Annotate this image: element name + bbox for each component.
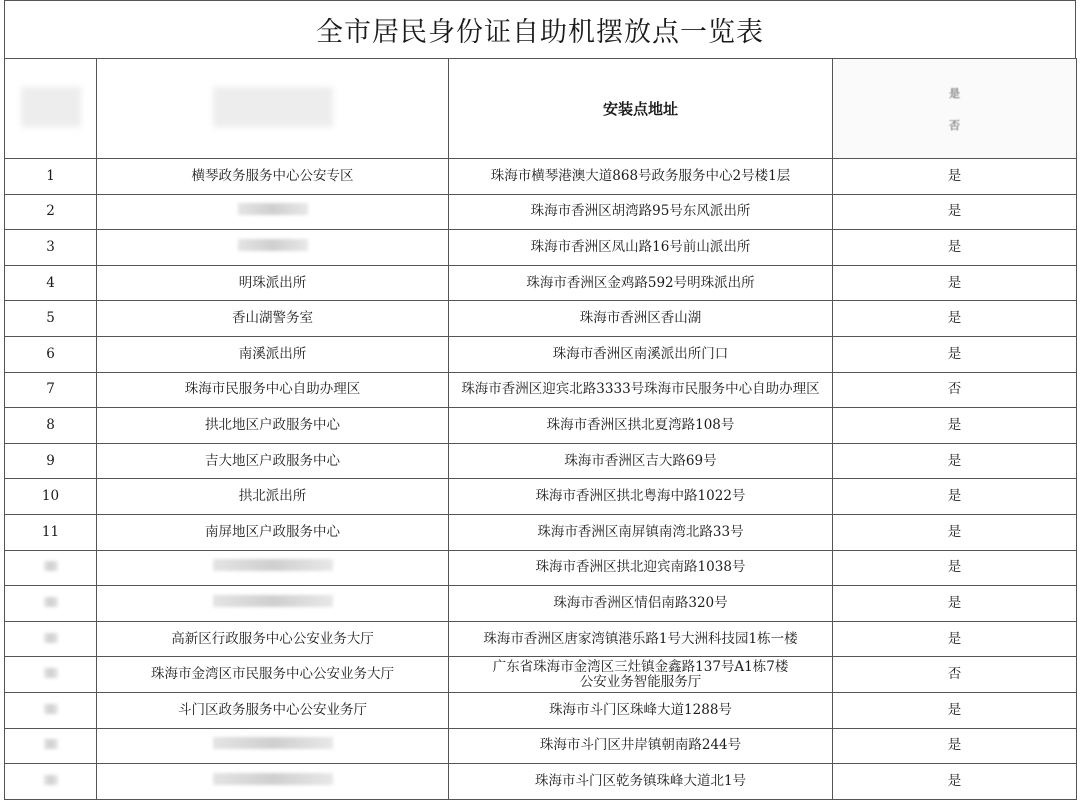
availability-flag: 是 [833, 336, 1077, 372]
location-address: 珠海市香洲区唐家湾镇港乐路1号大洲科技园1栋一楼 [449, 621, 833, 657]
row-number: 3 [5, 230, 97, 266]
location-name: 拱北派出所 [97, 479, 449, 515]
location-name: 拱北地区户政服务中心 [97, 408, 449, 444]
address-line-2: 公安业务智能服务厅 [579, 673, 702, 690]
table-row [5, 621, 1077, 657]
availability-flag: 是 [833, 301, 1077, 337]
location-address: 珠海市香洲区迎宾北路3333号珠海市民服务中心自助办理区 [449, 372, 833, 408]
location-address: 珠海市斗门区珠峰大道1288号 [449, 692, 833, 728]
location-name: 珠海市金湾区市民服务中心公安业务大厅 [97, 657, 449, 693]
location-address: 珠海市香洲区南溪派出所门口 [449, 336, 833, 372]
row-number: 8 [5, 408, 97, 444]
location-address: 珠海市香洲区吉大路69号 [449, 443, 833, 479]
table-row [5, 336, 1077, 372]
location-name: 南屏地区户政服务中心 [97, 514, 449, 550]
location-name: 珠海市民服务中心自助办理区 [97, 372, 449, 408]
table-row [5, 372, 1077, 408]
location-name: 斗门区政务服务中心公安业务厅 [97, 692, 449, 728]
availability-flag: 是 [833, 586, 1077, 622]
location-address: 珠海市香洲区情侣南路320号 [449, 586, 833, 622]
table-row [5, 550, 1077, 586]
location-name: 香山湖警务室 [97, 301, 449, 337]
row-number [5, 657, 97, 693]
redacted-name [238, 203, 308, 215]
table-row [5, 586, 1077, 622]
redacted-number [44, 561, 58, 571]
redacted-number [44, 739, 58, 749]
table-row [5, 194, 1077, 230]
location-address: 珠海市香洲区拱北粤海中路1022号 [449, 479, 833, 515]
page-title: 全市居民身份证自助机摆放点一览表 [4, 0, 1076, 58]
availability-flag: 是 [833, 408, 1077, 444]
header-availability-top: 是 [949, 86, 960, 100]
row-number [5, 586, 97, 622]
table-row [5, 443, 1077, 479]
location-name [97, 764, 449, 800]
redacted-name [213, 595, 333, 607]
table-body [5, 159, 1077, 800]
row-number: 11 [5, 514, 97, 550]
header-availability-bottom: 否 [949, 118, 960, 132]
row-number: 2 [5, 194, 97, 230]
row-number: 7 [5, 372, 97, 408]
availability-flag: 是 [833, 443, 1077, 479]
location-address: 珠海市香洲区拱北迎宾南路1038号 [449, 550, 833, 586]
location-name: 南溪派出所 [97, 336, 449, 372]
row-number: 1 [5, 159, 97, 195]
availability-flag: 否 [833, 372, 1077, 408]
location-address: 珠海市香洲区香山湖 [449, 301, 833, 337]
redacted-number [44, 668, 58, 678]
row-number: 9 [5, 443, 97, 479]
location-name: 明珠派出所 [97, 265, 449, 301]
table-row [5, 408, 1077, 444]
redacted-number [44, 704, 58, 714]
table-row [5, 657, 1077, 693]
availability-flag: 是 [833, 265, 1077, 301]
location-name [97, 550, 449, 586]
header-name [97, 59, 449, 159]
availability-flag: 是 [833, 230, 1077, 266]
location-name [97, 230, 449, 266]
redacted-name [213, 773, 333, 785]
location-address: 珠海市香洲区凤山路16号前山派出所 [449, 230, 833, 266]
row-number: 6 [5, 336, 97, 372]
row-number: 5 [5, 301, 97, 337]
row-number [5, 764, 97, 800]
location-address: 珠海市横琴港澳大道868号政务服务中心2号楼1层 [449, 159, 833, 195]
location-name [97, 194, 449, 230]
row-number [5, 728, 97, 764]
redacted-name [213, 559, 333, 571]
availability-flag: 否 [833, 657, 1077, 693]
header-address: 安装点地址 [449, 59, 833, 159]
availability-flag: 是 [833, 621, 1077, 657]
row-number [5, 692, 97, 728]
redacted-number [44, 597, 58, 607]
location-name: 高新区行政服务中心公安业务大厅 [97, 621, 449, 657]
table-row [5, 514, 1077, 550]
availability-flag: 是 [833, 550, 1077, 586]
availability-flag: 是 [833, 728, 1077, 764]
row-number [5, 621, 97, 657]
location-name: 吉大地区户政服务中心 [97, 443, 449, 479]
location-name: 横琴政务服务中心公安专区 [97, 159, 449, 195]
redacted-name [213, 737, 333, 749]
location-address: 珠海市斗门区乾务镇珠峰大道北1号 [449, 764, 833, 800]
table-row [5, 159, 1077, 195]
address-line-1: 广东省珠海市金湾区三灶镇金鑫路137号A1栋7楼 [492, 658, 789, 675]
availability-flag: 是 [833, 514, 1077, 550]
availability-flag: 是 [833, 764, 1077, 800]
table-row [5, 265, 1077, 301]
row-number [5, 550, 97, 586]
table-row [5, 301, 1077, 337]
location-name [97, 586, 449, 622]
availability-flag: 是 [833, 479, 1077, 515]
table-row [5, 479, 1077, 515]
header-availability [833, 59, 1077, 159]
table-row [5, 728, 1077, 764]
header-number [5, 59, 97, 159]
row-number: 10 [5, 479, 97, 515]
location-address: 珠海市香洲区拱北夏湾路108号 [449, 408, 833, 444]
location-name [97, 728, 449, 764]
availability-flag: 是 [833, 159, 1077, 195]
table-row [5, 230, 1077, 266]
location-address: 珠海市斗门区井岸镇朝南路244号 [449, 728, 833, 764]
availability-flag: 是 [833, 692, 1077, 728]
locations-table [4, 58, 1077, 800]
location-address [449, 657, 833, 693]
location-address: 珠海市香洲区南屏镇南湾北路33号 [449, 514, 833, 550]
table-row [5, 692, 1077, 728]
location-address: 珠海市香洲区胡湾路95号东风派出所 [449, 194, 833, 230]
availability-flag: 是 [833, 194, 1077, 230]
redacted-number [44, 775, 58, 785]
redacted-name [238, 239, 308, 251]
row-number: 4 [5, 265, 97, 301]
location-address: 珠海市香洲区金鸡路592号明珠派出所 [449, 265, 833, 301]
redacted-number [44, 633, 58, 643]
table-header-row [5, 59, 1077, 159]
table-row [5, 764, 1077, 800]
